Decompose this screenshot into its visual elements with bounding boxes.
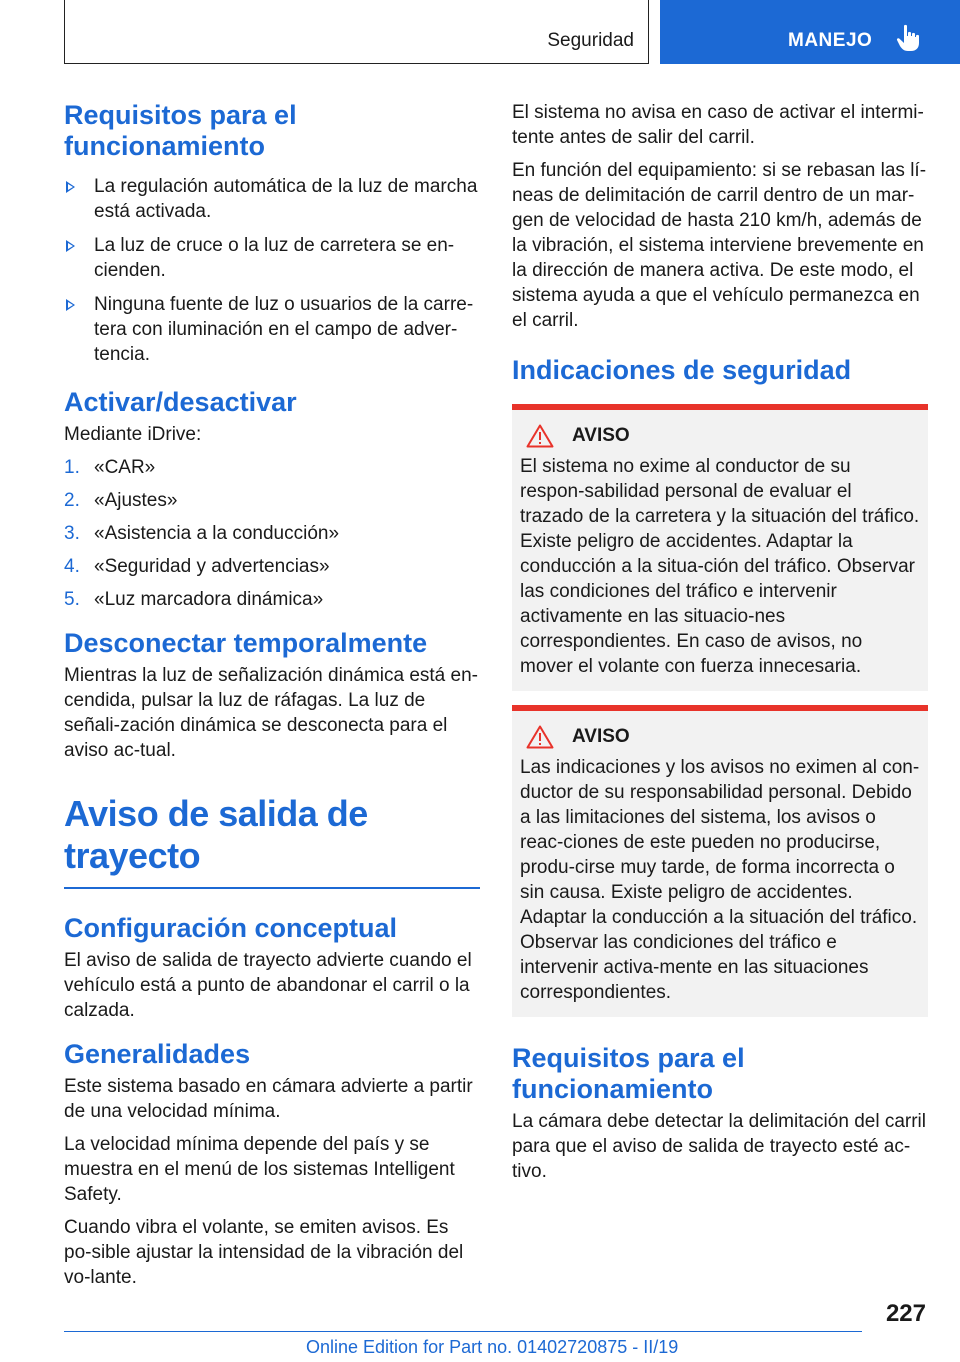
temp-disable-heading: Desconectar temporalmente <box>64 628 428 658</box>
list-item-text: La regulación automática de la luz de marcha está activada. <box>94 176 478 222</box>
general-paragraph-3: Cuando vibra el volante, se emiten avisos. Es po-sible ajustar la intensidad de la vibración del vo-lante. <box>64 1217 464 1288</box>
warning-triangle-icon <box>526 424 554 448</box>
triangle-bullet-icon <box>66 299 75 311</box>
step-number: 3. <box>64 523 80 544</box>
warning-text: El sistema no exime al conductor de su respon-sabilidad personal de evaluar el trazado de la carretera y la situación del tráfico. Existe peligro de accidentes. Adaptar la conducción a la situa-ción del tráfico. Observar las condiciones del tráfico e intervenir activamente en las situacio-nes correspondientes. En caso de avisos, no mover el volante con fuerza innecesaria. <box>520 456 920 677</box>
footer-rule <box>64 1331 862 1332</box>
step-item <box>64 554 480 579</box>
requirements-heading: Requisitos para el funcionamiento <box>64 100 297 161</box>
step-number: 4. <box>64 556 80 577</box>
requirements-list <box>64 174 480 367</box>
triangle-bullet-icon <box>66 181 75 193</box>
list-item <box>64 174 480 224</box>
step-item <box>64 587 480 612</box>
left-column <box>64 100 480 1298</box>
warning-triangle-icon <box>526 725 554 749</box>
requirements-text: La cámara debe detectar la delimitación del carril para que el aviso de salida de trayecto esté ac-tivo. <box>512 1111 926 1182</box>
warning-box <box>512 705 928 1017</box>
triangle-bullet-icon <box>66 240 75 252</box>
header-section-box <box>64 0 649 64</box>
warning-title: AVISO <box>572 425 630 446</box>
general-paragraph-2: La velocidad mínima depende del país y se muestra en el menú de los sistemas Intelligent Safety. <box>64 1134 455 1205</box>
warning-box <box>512 404 928 691</box>
general-paragraph-1: Este sistema basado en cámara advierte a partir de una velocidad mínima. <box>64 1076 473 1122</box>
activate-intro: Mediante iDrive: <box>64 424 202 445</box>
step-item <box>64 455 480 480</box>
concept-heading: Configuración conceptual <box>64 913 398 943</box>
chapter-tab[interactable] <box>660 0 960 64</box>
warning-title: AVISO <box>572 726 630 747</box>
warning-header <box>526 725 920 749</box>
step-number: 1. <box>64 457 80 478</box>
step-text: «Luz marcadora dinámica» <box>94 589 324 610</box>
chapter-heading: Aviso de salida de trayecto <box>64 793 368 876</box>
list-item-text: La luz de cruce o la luz de carretera se en-cienden. <box>94 235 455 281</box>
step-number: 5. <box>64 589 80 610</box>
warning-text: Las indicaciones y los avisos no eximen al con-ductor de su responsabilidad personal. Debido a las limitaciones del sistema, los avisos o reac-ciones de este pueden no producirse, produ-cirse muy tarde, de forma incorrecta o sin causa. Existe peligro de accidentes. Adaptar la conducción a la situación del tráfico. Observar las condiciones del tráfico e intervenir activa-mente en las situaciones correspondientes. <box>520 757 920 1003</box>
activate-heading: Activar/desactivar <box>64 387 297 417</box>
step-text: «Seguridad y advertencias» <box>94 556 330 577</box>
step-item <box>64 488 480 513</box>
header-section-label: Seguridad <box>547 30 634 51</box>
step-text: «CAR» <box>94 457 156 478</box>
step-text: «Ajustes» <box>94 490 178 511</box>
chapter-rule <box>64 887 480 889</box>
right-column <box>512 100 928 1192</box>
step-text: «Asistencia a la conducción» <box>94 523 340 544</box>
footer-edition: Online Edition for Part no. 01402720875 - II/19 <box>306 1337 679 1357</box>
requirements-heading-2: Requisitos para el funcionamiento <box>512 1043 745 1104</box>
hand-pointer-icon <box>896 24 922 52</box>
step-number: 2. <box>64 490 80 511</box>
concept-text: El aviso de salida de trayecto advierte cuando el vehículo está a punto de abandonar el carril o la calzada. <box>64 950 472 1021</box>
right-paragraph-2: En función del equipamiento: si se rebasan las lí-neas de delimitación de carril dentro de un mar-gen de velocidad de hasta 210 km/h, además de la vibración, el sistema interviene brevemente en la dirección de manera activa. De este modo, el sistema ayuda a que el vehículo permanezca en el carril. <box>512 160 927 331</box>
list-item-text: Ninguna fuente de luz o usuarios de la carre-tera con iluminación en el campo de adver-tencia. <box>94 294 474 365</box>
warning-header <box>526 424 920 448</box>
safety-heading: Indicaciones de seguridad <box>512 355 852 385</box>
list-item <box>64 292 480 367</box>
right-paragraph-1: El sistema no avisa en caso de activar el intermi-tente antes de salir del carril. <box>512 102 924 148</box>
step-item <box>64 521 480 546</box>
general-heading: Generalidades <box>64 1039 251 1069</box>
steps-list <box>64 455 480 612</box>
page-number: 227 <box>885 1300 926 1327</box>
chapter-tab-label: MANEJO <box>788 30 873 51</box>
list-item <box>64 233 480 283</box>
temp-disable-text: Mientras la luz de señalización dinámica está en-cendida, pulsar la luz de ráfagas. La luz de señali-zación dinámica se desconecta para el aviso ac-tual. <box>64 665 478 761</box>
